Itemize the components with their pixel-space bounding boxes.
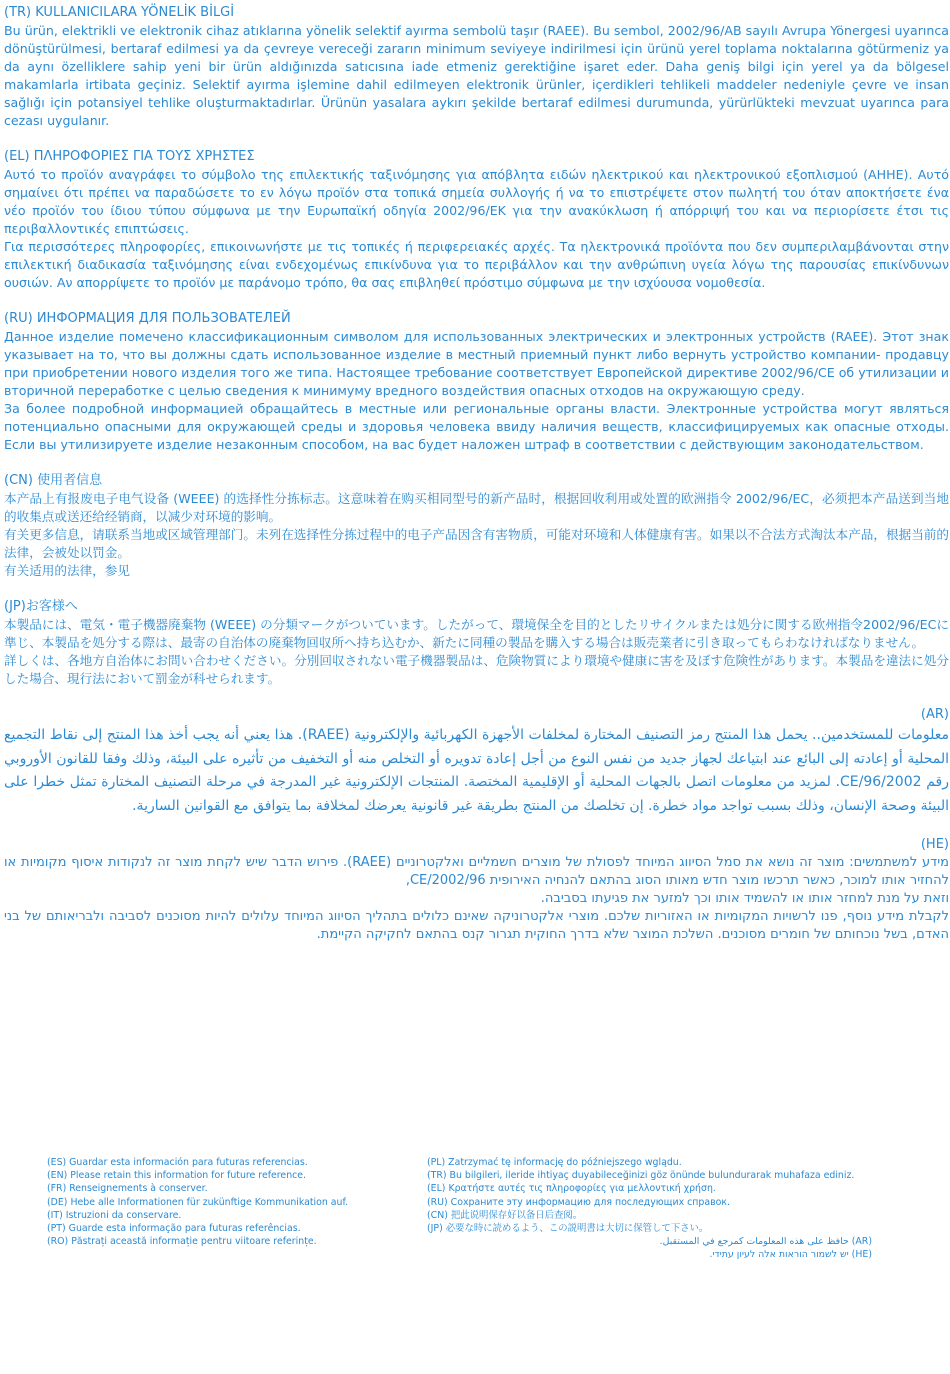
section-heading: (JP)お客様へ <box>4 599 78 614</box>
section-heading: (AR) <box>920 707 949 722</box>
section-paragraph: 詳しくは、各地方自治体にお問い合わせください。分別回収されない電子機器製品は、危険物質により環境や健康に害を及ぼす危険性があります。本製品を違法に処分した場合、現行法において罰金が科せられます。 <box>4 653 949 686</box>
section-paragraph: 有关更多信息，请联系当地或区域管理部门。未列在选择性分拣过程中的电子产品因含有害物质，可能对环境和人体健康有害。如果以不合法方式淘汰本产品，根据当前的法律，会被处以罚金。 <box>4 527 949 560</box>
footer-line: (EL) Κρατήστε αυτές τις πληροφορίες για μελλοντική χρήση. <box>427 1183 716 1195</box>
footer-column-left <box>47 1156 407 1248</box>
section-el <box>4 148 949 292</box>
section-heading: (CN) 使用者信息 <box>4 473 103 488</box>
section-tr <box>4 4 949 130</box>
section-heading: (HE) <box>920 837 949 852</box>
section-ru <box>4 310 949 454</box>
section-heading: (TR) KULLANICILARA YÖNELİK BİLGİ <box>4 5 235 20</box>
footer-line: (IT) Istruzioni da conservare. <box>47 1209 182 1221</box>
footer-line: (HE) יש לשמור הוראות אלה לעיון עתידי. <box>709 1249 872 1261</box>
footer-line: (EN) Please retain this information for future reference. <box>47 1170 307 1182</box>
section-ar <box>4 706 949 818</box>
section-he <box>4 836 949 944</box>
section-paragraph: Bu ürün, elektrikli ve elektronik cihaz atıklarına yönelik selektif ayırma sembolü taşır (RAEE). Bu sembol, 2002/96/AB sayılı Avrupa Yönergesi uyarınca dönüştürülmesi, bertaraf edilmesi ya da çevreye vereceği zararın minimum seviyeye indirilmesi için ürünü yerel toplama noktalarına götürmeniz ya da aynı özelliklere sahip yeni bir ürün aldığınızda satıcısına iade etmeniz gerektiğine işaret eder. Daha geniş bilgi için yerel ya da bölgesel makamlarla irtibata geçiniz. Selektif ayırma işlemine dahil edilmeyen elektronik ürünler, içerdikleri tehlikeli maddeler nedeniyle çevre ve insan sağlığı için potansiyel tehlike oluşturmaktadırlar. Ürünün yasalara aykırı şekilde bertaraf edilmesi durumunda, yürürlükteki mevzuat uyarınca para cezası uygulanır. <box>4 23 949 128</box>
footer-line: (TR) Bu bilgileri, ileride ihtiyaç duyabileceğinizi göz önünde bulundurarak muhafaza ediniz. <box>427 1170 855 1182</box>
footer-column-right <box>427 1156 872 1262</box>
section-paragraph: معلومات للمستخدمين.. يحمل هذا المنتج رمز التصنيف المختارة لمخلفات الأجهزة الكهربائية والإلكترونية (RAEE). هذا يعني أنه يجب أخذ هذا المنتج إلى نقاط التجميع المحلية أو إعادته إلى البائع عند ابتياعك لجهاز جديد من نفس النوع من أجل إعادة تدويره أو التخلص منه أو التخفيف من تأثيره على البيئة، وذلك وفقا للقانون الأوروبي رقم CE/96/2002. لمزيد من معلومات اتصل بالجهات المحلية أو الإقليمية المختصة. المنتجات الإلكترونية غير المدرجة في مرحلة التصنيف المختارة تمثل خطرا على البيئة وصحة الإنسان، وذلك بسبب تواجد مواد خطرة. إن تخلصك من المنتج بطريقة غير قانونية يعرضك لمخلافة بما يتوافق مع القوانين السارية. <box>4 727 949 814</box>
footer-line: (ES) Guardar esta información para futuras referencias. <box>47 1157 308 1168</box>
section-paragraph: 本产品上有报废电子电气设备 (WEEE) 的选择性分拣标志。这意味着在购买相同型号的新产品时，根据回收利用或处置的欧洲指令 2002/96/EC，必须把本产品送到当地的收集点或送还给经销商，以减少对环境的影响。 <box>4 491 949 524</box>
section-paragraph: מידע למשתמשים: מוצר זה נושא את סמל הסיווג המיוחד לפסולת של מוצרים חשמליים ואלקטרוניים (RAEE). פירוש הדבר שיש לקחת מוצר זה לנקודות איסוף מקומיות או להחזיר אותו למוכר, כאשר תרכשו מוצר חדש מאותו הסוג בהתאם להנחיה האירופית 2002/96/CE, <box>4 855 949 888</box>
footer-line: (CN) 把此说明保存好以备日后查阅。 <box>427 1209 583 1221</box>
section-heading: (EL) ΠΛΗΡΟΦΟΡΙΕΣ ΓΙΑ ΤΟΥΣ ΧΡΗΣΤΕΣ <box>4 149 255 164</box>
section-jp <box>4 598 949 688</box>
footer-line: (PL) Zatrzymać tę informację do późniejszego wglądu. <box>427 1157 682 1168</box>
section-paragraph: 有关适用的法律，参见 <box>4 563 130 578</box>
section-paragraph: Данное изделие помечено классификационным символом для использованных электрических и электронных устройств (RAEE). Этот знак указывает на то, что вы должны сдать использованное изделие в местный приемный пункт либо вернуть устройство компании- продавцу при приобретении нового изделия того же типа. Настоящее требование соответствует Европейской директиве 2002/96/CE об утилизации и вторичной переработке с целью сведения к минимуму вредного воздействия опасных отходов на окружающую среду. <box>4 329 949 398</box>
footer-line: (DE) Hebe alle Informationen für zukünftige Kommunikation auf. <box>47 1196 349 1208</box>
footer-line: (RO) Păstrați această informație pentru viitoare referințe. <box>47 1236 317 1248</box>
section-paragraph: וזאת על מנת למחזר אותו או להשמיד אותו וכך למזער את פגיעתו בסביבה. <box>540 891 949 906</box>
footer-line: (AR) حافظ على هذه المعلومات كمرجع في المستقبل. <box>659 1236 872 1248</box>
section-heading: (RU) ИНФОРМАЦИЯ ДЛЯ ПОЛЬЗОВАТЕЛЕЙ <box>4 311 291 326</box>
footer-line: (FR) Renseignements à conserver. <box>47 1183 208 1195</box>
footer-line: (RU) Сохраните эту информацию для последующих справок. <box>427 1196 730 1208</box>
section-paragraph: Για περισσότερες πληροφορίες, επικοινωνήστε με τις τοπικές ή περιφερειακές αρχές. Τα ηλεκτρονικά προϊόντα που δεν συμπεριλαμβάνονται στην επιλεκτική διαδικασία ταξινόμησης είναι ενδεχομένως επικίνδυνα για το περιβάλλον και την ανθρώπινη υγεία λόγω της παρουσίας επικίνδυνων ουσιών. Αν απορρίψετε το προϊόν με παράνομο τρόπο, θα σας επιβληθεί πρόστιμο σύμφωνα με την ισχύουσα νομοθεσία. <box>4 239 949 290</box>
section-paragraph: За более подробной информацией обращайтесь в местные или региональные органы власти. Электронные устройства могут являться потенциально опасными для окружающей среды и здоровья человека ввиду наличия веществ, классифицируемых как опасные отходы. Если вы утилизируете изделие незаконным способом, на вас будет наложен штраф в соответствии с действующим законодательством. <box>4 401 949 452</box>
footer-line: (JP) 必要な時に読めるよう、この説明書は大切に保管して下さい。 <box>427 1223 709 1235</box>
section-paragraph: לקבלת מידע נוסף, פנו לרשויות המקומיות או האזוריות שלכם. מוצרי אלקטרוניקה שאינם כלולים בתהליך הסיווג המיוחד עלולים להיות מסוכנים לסביבה ולבריאותם של בני האדם, בשל נוכחותם של חומרים מסוכנים. השלכת המוצר שלא בדרך החוקית תגרור קנס בהתאם לחקיקה הקיימת. <box>4 909 949 942</box>
section-cn <box>4 472 949 580</box>
section-paragraph: 本製品には、電気・電子機器廃棄物 (WEEE) の分類マークがついています。したがって、環境保全を目的としたリサイクルまたは処分に関する欧州指令2002/96/ECに準じ、本製品を処分する際は、最寄の自治体の廃棄物回収所へ持ち込むか、新たに同種の製品を購入する場合は販売業者に引き取ってもらわなければなりません。 <box>4 617 949 650</box>
section-paragraph: Αυτό το προϊόν αναγράφει το σύμβολο της επιλεκτικής ταξινόμησης για απόβλητα ειδών ηλεκτρικού και ηλεκτρονικού εξοπλισμού (ΑΗΗΕ). Αυτό σημαίνει ότι πρέπει να παραδώσετε το εν λόγω προϊόν στα τοπικά σημεία συλλογής ή να το επιστρέψετε στον πωλητή του όταν αποκτήσετε ένα νέο προϊόν του ίδιου τύπου σύμφωνα με την Ευρωπαϊκή οδηγία 2002/96/ΕΚ για την ανακύκλωση ή απόρριψή του και να περιορίσετε έτσι τις περιβαλλοντικές επιπτώσεις. <box>4 167 949 236</box>
retain-info-footer <box>0 1156 950 1276</box>
document-page <box>4 4 949 944</box>
footer-line: (PT) Guarde esta informação para futuras referências. <box>47 1223 301 1235</box>
